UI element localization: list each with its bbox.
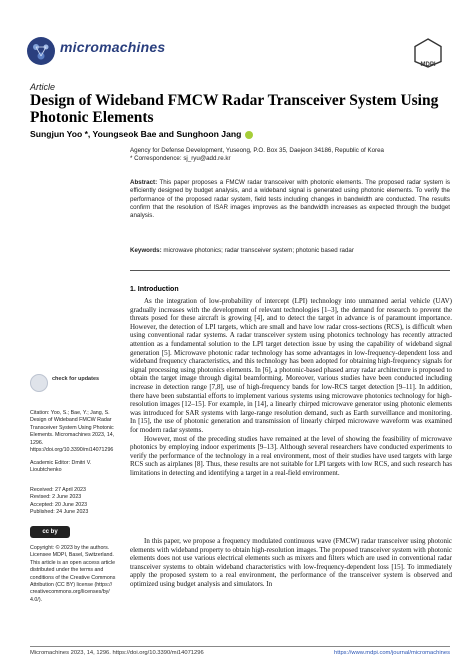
cc-license-icon[interactable] — [30, 526, 70, 538]
paragraph-text: However, most of the preceding studies have remained at the level of showing the feasibility of microwave photonics by employing indoor experiments [9–13]. Although several researchers have conducted experiments to verify the performance of the technology in a real environment, most of their studies have used targets with large RCS such as airplanes [8]. Thus, these results are not suitable for LPI targets with low RCS, and such research has limitations in detecting and identifying a target in a real-field environment. — [130, 434, 452, 477]
citation: Citation: Yoo, S.; Bae, Y.; Jang, S. Design of Wideband FMCW Radar Transceiver System Using Photonic Elements. Micromachines 2023, 14, 1296. https://doi.org/10.3390/mi14071296 — [30, 410, 115, 454]
article-type: Article — [30, 82, 56, 92]
check-updates-icon[interactable] — [30, 374, 48, 392]
date-revised: Revised: 2 June 2023 — [30, 494, 82, 501]
cc-badge-label: cc by — [42, 529, 58, 535]
keywords-text: microwave photonics; radar transceiver system; photonic based radar — [163, 247, 354, 254]
abstract-label: Abstract: — [130, 179, 158, 186]
paragraph-text: As the integration of low-probability of intercept (LPI) technology into unmanned aerial vehicle (UAV) gradually increases with the development of relevant technologies [1–3], the demand for research to prevent the threats posed for these aircraft is growing [4], and to detect the target in advance is of paramount importance. However, the detection of LPI targets, which are small and have low radar cross-sections (RCS), is difficult when using conventional radar systems. A radar transceiver system using photonics technology has recently attracted attention as a fundamental solution to the LPI target detection issue by using the capability of wideband signal generation [5]. Microwave photonic radar technology has some advantages in low-frequency-dependent loss and wideband frequency characteristics, and this technology has been adopted for obtaining high-frequency signals for signal processing using photonics elements. In [6], a photonic-based phased array radar architecture is proposed to obtain the target image through digital beamforming. Moreover, various studies have been conducted including increase in detection range [7,8], use of high-frequency bands for low-RCS target detection [9–11]. In addition, there have been substantial efforts to implement various systems using microwave photonics technology for high-resolution images [12–15]. For example, in [14], a linearly chirped microwave generator using photonic elements was introduced for SAR systems with large-range resolution demand, such as Earth surveillance and monitoring. In [15], the use of photonic generation and transmission of linearly chirped microwave waveform was examined for modern radar systems. — [130, 297, 452, 434]
intro-paragraph-1 — [130, 297, 452, 477]
author-list — [30, 129, 254, 139]
dates-block — [30, 487, 116, 517]
copyright: Copyright: © 2023 by the authors. Licensee MDPI, Basel, Switzerland. This article is an open access article distributed under the terms and conditions of the Creative Commons Attribution (CC BY) license (https:// creativecommons.org/licenses/by/ 4.0/). — [30, 545, 116, 603]
intro-paragraph-2: In this paper, we propose a frequency modulated continuous wave (FMCW) radar transceiver using photonic elements with wideband property to obtain high-resolution images. The proposed transceiver system with photonic elements does not use various electrical elements such as mixers and filters which are used in conventional radar transceiver systems to obtain wideband characteristics with low-frequency-dependent loss [15]. To immediately apply the proposed system to a real environment, the performance of the transceiver system is observed and optimized using budget analysis and simulators. In — [130, 537, 452, 588]
authors-text: Sungjun Yoo *, Youngseok Bae and Sunghoon Jang — [30, 129, 242, 139]
keywords-label: Keywords: — [130, 247, 162, 254]
academic-editor: Academic Editor: Dmitri V. Lioubtchenko — [30, 460, 92, 474]
affiliation: Agency for Defense Development, Yuseong, P.O. Box 35, Daejeon 34186, Republic of Korea — [130, 147, 384, 154]
footer-divider — [30, 646, 450, 647]
section-title: 1. Introduction — [130, 286, 179, 293]
date-accepted: Accepted: 20 June 2023 — [30, 501, 88, 508]
mdpi-logo-text: MDPI — [420, 62, 436, 68]
footer-citation[interactable]: Micromachines 2023, 14, 1296. https://doi.org/10.3390/mi14071296 — [30, 650, 204, 656]
journal-name[interactable]: micromachines — [60, 39, 166, 55]
keywords — [130, 247, 450, 254]
footer — [30, 650, 450, 656]
abstract-text: This paper proposes a FMCW radar transceiver with photonic elements. The proposed radar system is efficiently designed by budget analysis, and a wideband signal is generated using photonic elements. To verify the performance of the proposed radar system, field tests including changes in bandwidth are conducted. The results confirm that the resolution of ISAR images improves as the bandwidth increases as expected through the budget analysis. — [130, 179, 450, 220]
date-published: Published: 24 June 2023 — [30, 509, 89, 516]
correspondence: * Correspondence: sj_ryu@add.re.kr — [130, 155, 231, 163]
journal-logo-icon — [26, 36, 56, 66]
date-received: Received: 27 April 2023 — [30, 487, 86, 493]
section-divider — [130, 270, 450, 271]
abstract — [130, 179, 450, 220]
affiliation-block — [130, 147, 450, 163]
check-updates-label[interactable]: check for updates — [52, 376, 100, 382]
footer-journal-link[interactable]: https://www.mdpi.com/journal/micromachines — [334, 650, 450, 656]
article-title: Design of Wideband FMCW Radar Transceiver System Using Photonic Elements — [30, 92, 439, 126]
orcid-icon[interactable] — [245, 131, 253, 139]
